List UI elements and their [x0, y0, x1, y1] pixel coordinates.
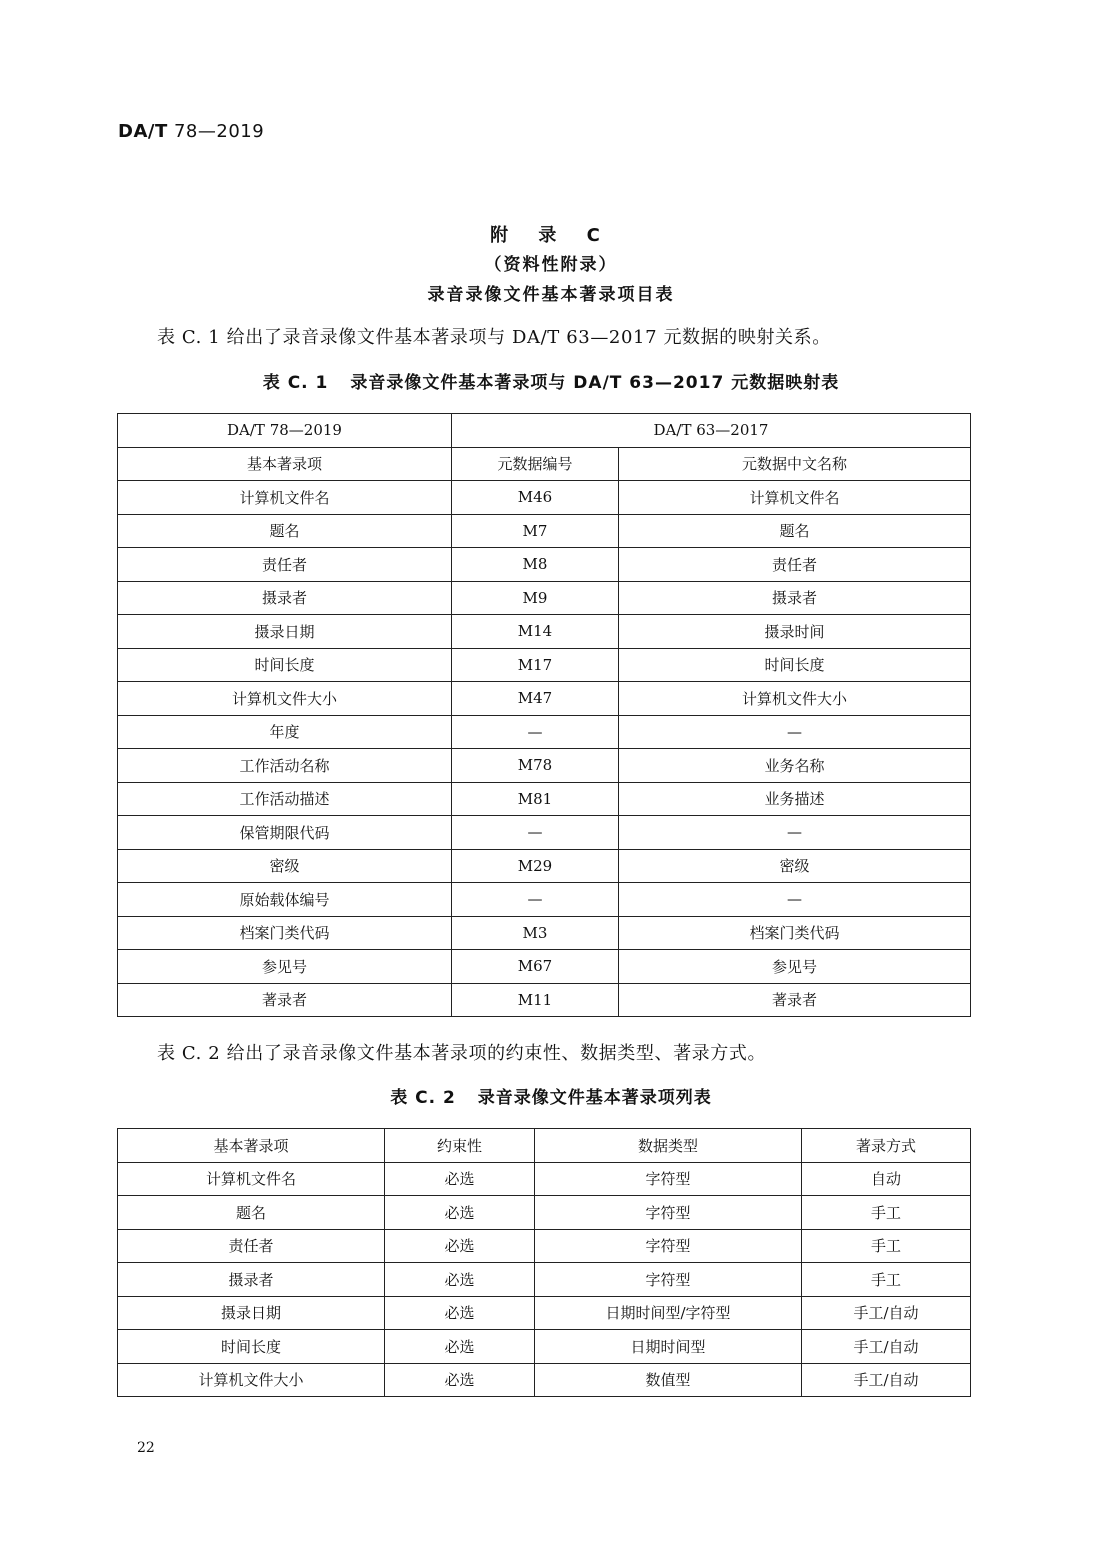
table-c2-body — [118, 1129, 971, 1397]
table-c1-row — [118, 849, 971, 883]
standard-prefix: DA/T — [118, 121, 168, 142]
table-c1-caption-title: 录音录像文件基本著录项与 DA/T 63—2017 元数据映射表 — [350, 373, 840, 393]
table-c1-cell: M8 — [452, 548, 619, 582]
table-c1-cell: 工作活动名称 — [118, 749, 452, 783]
table-c1-cell: 摄录日期 — [118, 615, 452, 649]
table-c2-cell: 摄录者 — [118, 1263, 385, 1297]
table-c1-row — [118, 514, 971, 548]
table-c2-cell: 必选 — [385, 1263, 535, 1297]
table-c2-cell: 必选 — [385, 1229, 535, 1263]
table-c1-group-header: DA/T 78—2019 — [118, 414, 452, 448]
table-c1-group-header-row — [118, 414, 971, 448]
table-c2-row — [118, 1296, 971, 1330]
table-c1-cell: 著录者 — [619, 983, 971, 1017]
table-c2-cell: 手工/自动 — [802, 1330, 971, 1364]
table-c1-cell: 保管期限代码 — [118, 816, 452, 850]
table-c1-cell: 密级 — [118, 849, 452, 883]
table-c1-cell: — — [619, 816, 971, 850]
table-c1-cell: — — [619, 883, 971, 917]
table-c1-row — [118, 682, 971, 716]
table-c2 — [117, 1128, 971, 1397]
table-c1-cell: M11 — [452, 983, 619, 1017]
table-c2-cell: 必选 — [385, 1363, 535, 1397]
table-c1-cell: M78 — [452, 749, 619, 783]
table-c2-cell: 手工 — [802, 1196, 971, 1230]
table-c1-cell: 时间长度 — [118, 648, 452, 682]
table-c1-cell: 工作活动描述 — [118, 782, 452, 816]
table-c1-group-header: DA/T 63—2017 — [452, 414, 971, 448]
table-c1-cell: 题名 — [619, 514, 971, 548]
table-c2-cell: 手工/自动 — [802, 1296, 971, 1330]
table-c1-cell: M46 — [452, 481, 619, 515]
table-c1-cell: M3 — [452, 916, 619, 950]
paragraph-table-c1-intro: 表 C. 1 给出了录音录像文件基本著录项与 DA/T 63—2017 元数据的映射关系。 — [157, 327, 831, 348]
table-c1-row — [118, 749, 971, 783]
table-c1-column-header: 元数据编号 — [452, 447, 619, 481]
table-c2-column-header: 基本著录项 — [118, 1129, 385, 1163]
table-c1-cell: 摄录者 — [619, 581, 971, 615]
table-c1-cell: M81 — [452, 782, 619, 816]
table-c2-cell: 必选 — [385, 1196, 535, 1230]
table-c1-cell: 计算机文件大小 — [619, 682, 971, 716]
table-c1-row — [118, 548, 971, 582]
table-c2-cell: 手工 — [802, 1229, 971, 1263]
table-c1-cell: — — [452, 816, 619, 850]
table-c2-cell: 摄录日期 — [118, 1296, 385, 1330]
table-c1-row — [118, 581, 971, 615]
table-c2-cell: 手工/自动 — [802, 1363, 971, 1397]
table-c2-cell: 计算机文件名 — [118, 1162, 385, 1196]
table-c2-column-header: 数据类型 — [535, 1129, 802, 1163]
table-c1-cell: 题名 — [118, 514, 452, 548]
table-c1-cell: 参见号 — [118, 950, 452, 984]
table-c2-cell: 必选 — [385, 1296, 535, 1330]
table-c2-row — [118, 1229, 971, 1263]
table-c1-cell: 时间长度 — [619, 648, 971, 682]
table-c1-cell: 摄录时间 — [619, 615, 971, 649]
table-c1-row — [118, 648, 971, 682]
table-c1-cell: M47 — [452, 682, 619, 716]
table-c1-cell: 年度 — [118, 715, 452, 749]
table-c2-row — [118, 1162, 971, 1196]
table-c2-cell: 题名 — [118, 1196, 385, 1230]
table-c1-caption-number: 表 C. 1 — [262, 373, 329, 393]
table-c2-cell: 必选 — [385, 1162, 535, 1196]
table-c1-cell: 摄录者 — [118, 581, 452, 615]
table-c2-cell: 数值型 — [535, 1363, 802, 1397]
appendix-type: （资料性附录） — [484, 255, 618, 275]
table-c1-column-header: 元数据中文名称 — [619, 447, 971, 481]
table-c2-row — [118, 1196, 971, 1230]
table-c1-cell: M67 — [452, 950, 619, 984]
table-c2-column-header-row — [118, 1129, 971, 1163]
table-c1-cell: 原始载体编号 — [118, 883, 452, 917]
table-c1-cell: M29 — [452, 849, 619, 883]
table-c1-row — [118, 950, 971, 984]
table-c2-cell: 自动 — [802, 1162, 971, 1196]
table-c1-cell: — — [452, 715, 619, 749]
table-c1-body — [118, 414, 971, 1017]
standard-number: 78—2019 — [167, 121, 265, 142]
page-number: 22 — [137, 1440, 155, 1456]
table-c2-cell: 责任者 — [118, 1229, 385, 1263]
table-c1-cell: 计算机文件大小 — [118, 682, 452, 716]
table-c1-row — [118, 715, 971, 749]
table-c1-column-header-row — [118, 447, 971, 481]
table-c2-row — [118, 1263, 971, 1297]
table-c2-cell: 时间长度 — [118, 1330, 385, 1364]
table-c1-row — [118, 983, 971, 1017]
table-c2-cell: 日期时间型/字符型 — [535, 1296, 802, 1330]
table-c2-cell: 字符型 — [535, 1229, 802, 1263]
table-c1-cell: 档案门类代码 — [619, 916, 971, 950]
table-c2-cell: 日期时间型 — [535, 1330, 802, 1364]
table-c2-caption-title: 录音录像文件基本著录项列表 — [477, 1088, 712, 1108]
table-c1-cell: 参见号 — [619, 950, 971, 984]
table-c1-row — [118, 916, 971, 950]
table-c2-cell: 计算机文件大小 — [118, 1363, 385, 1397]
table-c1-cell: M9 — [452, 581, 619, 615]
table-c1-cell: 密级 — [619, 849, 971, 883]
table-c2-cell: 字符型 — [535, 1196, 802, 1230]
appendix-heading: 附 录 C — [490, 225, 612, 246]
table-c1-cell: 业务名称 — [619, 749, 971, 783]
table-c1 — [117, 413, 971, 1017]
table-c1-row — [118, 883, 971, 917]
table-c1-cell: M14 — [452, 615, 619, 649]
table-c2-row — [118, 1363, 971, 1397]
table-c1-row — [118, 481, 971, 515]
table-c2-cell: 必选 — [385, 1330, 535, 1364]
table-c1-cell: — — [619, 715, 971, 749]
table-c2-cell: 字符型 — [535, 1162, 802, 1196]
table-c1-cell: M7 — [452, 514, 619, 548]
table-c2-caption-number: 表 C. 2 — [390, 1088, 456, 1108]
table-c1-row — [118, 615, 971, 649]
table-c1-row — [118, 782, 971, 816]
appendix-name: 录音录像文件基本著录项目表 — [427, 285, 675, 305]
table-c1-cell: 档案门类代码 — [118, 916, 452, 950]
table-c1-cell: 计算机文件名 — [619, 481, 971, 515]
table-c2-caption — [0, 1083, 1102, 1108]
table-c1-cell: — — [452, 883, 619, 917]
table-c1-row — [118, 816, 971, 850]
page-header — [118, 121, 264, 142]
table-c1-caption — [0, 368, 1102, 393]
table-c2-row — [118, 1330, 971, 1364]
paragraph-table-c2-intro: 表 C. 2 给出了录音录像文件基本著录项的约束性、数据类型、著录方式。 — [157, 1043, 767, 1064]
table-c1-cell: M17 — [452, 648, 619, 682]
table-c1-column-header: 基本著录项 — [118, 447, 452, 481]
table-c2-cell: 手工 — [802, 1263, 971, 1297]
table-c2-cell: 字符型 — [535, 1263, 802, 1297]
table-c1-cell: 责任者 — [118, 548, 452, 582]
table-c2-column-header: 约束性 — [385, 1129, 535, 1163]
table-c1-cell: 责任者 — [619, 548, 971, 582]
table-c1-cell: 业务描述 — [619, 782, 971, 816]
table-c1-cell: 著录者 — [118, 983, 452, 1017]
table-c2-column-header: 著录方式 — [802, 1129, 971, 1163]
table-c1-cell: 计算机文件名 — [118, 481, 452, 515]
